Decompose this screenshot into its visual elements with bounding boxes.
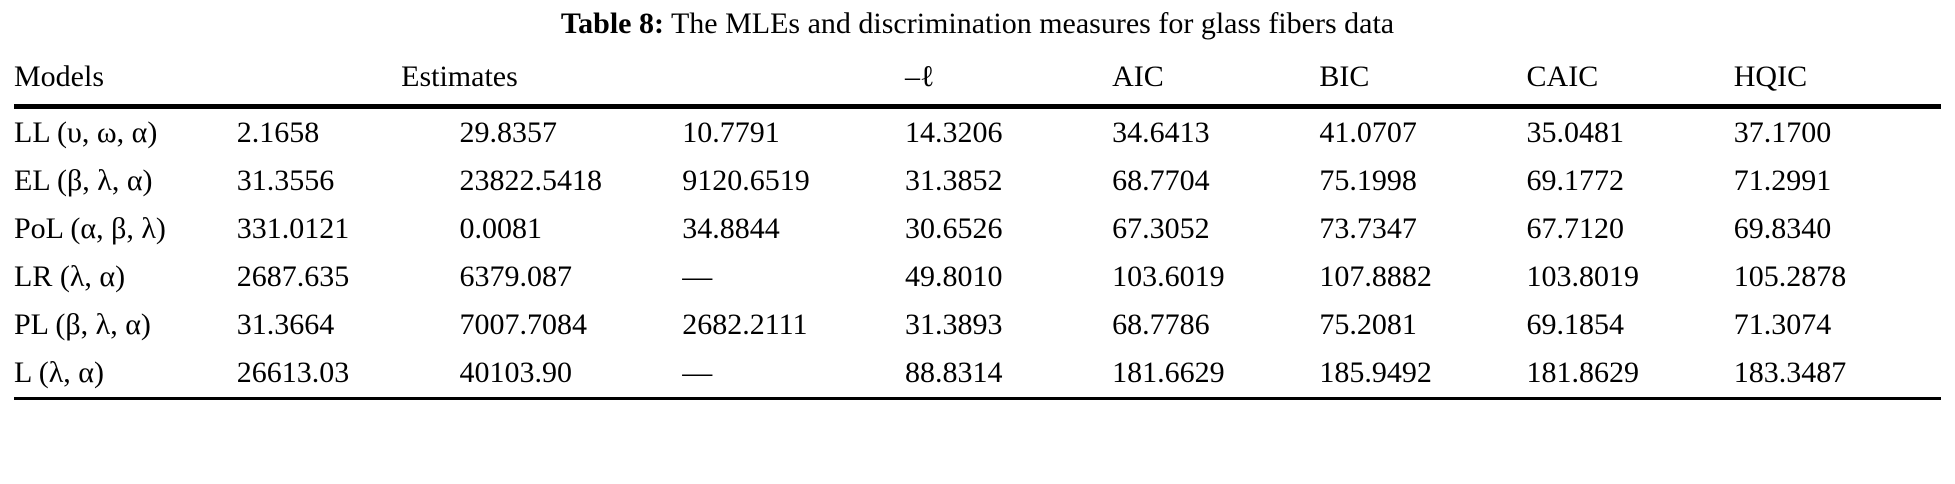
- cell-est1: 31.3664: [236, 308, 335, 341]
- table-row: [14, 253, 1941, 301]
- cell-hqic: 105.2878: [1733, 260, 1847, 293]
- cell-model: EL (β, λ, α): [14, 164, 153, 197]
- cell-est1: 2687.635: [236, 260, 350, 293]
- cell-caic: 103.8019: [1526, 260, 1640, 293]
- table-row: [14, 349, 1941, 399]
- cell-negl: 30.6526: [904, 212, 1003, 245]
- cell-hqic: 183.3487: [1733, 356, 1847, 389]
- cell-hqic: 37.1700: [1733, 116, 1832, 149]
- cell-bic: 75.1998: [1319, 164, 1417, 197]
- header-caic: CAIC: [1526, 60, 1599, 93]
- cell-est2: 29.8357: [459, 116, 557, 149]
- cell-model: LR (λ, α): [14, 260, 126, 293]
- header-estimates: Estimates: [401, 60, 518, 93]
- cell-model: LL (υ, ω, α): [14, 116, 158, 149]
- cell-est2: 40103.90: [459, 356, 572, 389]
- cell-model: PL (β, λ, α): [14, 308, 151, 341]
- cell-negl: 88.8314: [904, 356, 1003, 389]
- table-row: [14, 157, 1941, 205]
- cell-est3: 9120.6519: [682, 164, 810, 197]
- cell-negl: 31.3893: [904, 308, 1003, 341]
- cell-model: PoL (α, β, λ): [14, 212, 166, 245]
- cell-aic: 68.7704: [1112, 164, 1210, 197]
- header-hqic: HQIC: [1733, 60, 1808, 93]
- table-header-row: [14, 52, 1941, 106]
- cell-model: L (λ, α): [14, 356, 104, 389]
- cell-caic: 181.8629: [1526, 356, 1640, 389]
- cell-caic: 35.0481: [1526, 116, 1625, 149]
- cell-est2: 23822.5418: [459, 164, 602, 197]
- cell-hqic: 69.8340: [1733, 212, 1832, 245]
- cell-est2: 6379.087: [459, 260, 572, 293]
- header-aic: AIC: [1112, 60, 1164, 93]
- cell-est2: 7007.7084: [459, 308, 587, 341]
- cell-negl: 31.3852: [904, 164, 1003, 197]
- cell-hqic: 71.2991: [1733, 164, 1832, 197]
- header-bic: BIC: [1319, 60, 1370, 93]
- cell-bic: 41.0707: [1319, 116, 1417, 149]
- cell-est1: 331.0121: [236, 212, 350, 245]
- cell-est3: —: [682, 356, 713, 389]
- cell-negl: 49.8010: [904, 260, 1003, 293]
- cell-bic: 185.9492: [1319, 356, 1432, 389]
- caption-label: Table 8:: [560, 7, 664, 40]
- table-rule-bottom: [14, 399, 1941, 401]
- cell-est3: 34.8844: [682, 212, 780, 245]
- cell-caic: 69.1772: [1526, 164, 1625, 197]
- header-models: Models: [14, 60, 104, 93]
- cell-aic: 181.6629: [1112, 356, 1225, 389]
- cell-est1: 2.1658: [236, 116, 320, 149]
- cell-aic: 67.3052: [1112, 212, 1210, 245]
- cell-caic: 69.1854: [1526, 308, 1625, 341]
- mle-discrimination-table: [14, 52, 1941, 400]
- cell-bic: 107.8882: [1319, 260, 1432, 293]
- cell-bic: 73.7347: [1319, 212, 1417, 245]
- cell-est2: 0.0081: [459, 212, 542, 245]
- table-caption: [14, 0, 1941, 52]
- table-row: [14, 301, 1941, 349]
- table-row: [14, 109, 1941, 157]
- header-estimates-spacer: [682, 52, 905, 106]
- cell-est1: 31.3556: [236, 164, 335, 197]
- cell-est3: 2682.2111: [682, 308, 808, 341]
- cell-est1: 26613.03: [236, 356, 350, 389]
- table-row: [14, 205, 1941, 253]
- cell-caic: 67.7120: [1526, 212, 1625, 245]
- cell-aic: 103.6019: [1112, 260, 1225, 293]
- caption-text: The MLEs and discrimination measures for glass fibers data: [670, 7, 1395, 40]
- cell-negl: 14.3206: [904, 116, 1003, 149]
- cell-est3: 10.7791: [682, 116, 780, 149]
- cell-aic: 34.6413: [1112, 116, 1210, 149]
- cell-hqic: 71.3074: [1733, 308, 1832, 341]
- cell-bic: 75.2081: [1319, 308, 1417, 341]
- cell-est3: —: [682, 260, 713, 293]
- header-neg-loglik: –ℓ: [904, 60, 935, 93]
- cell-aic: 68.7786: [1112, 308, 1210, 341]
